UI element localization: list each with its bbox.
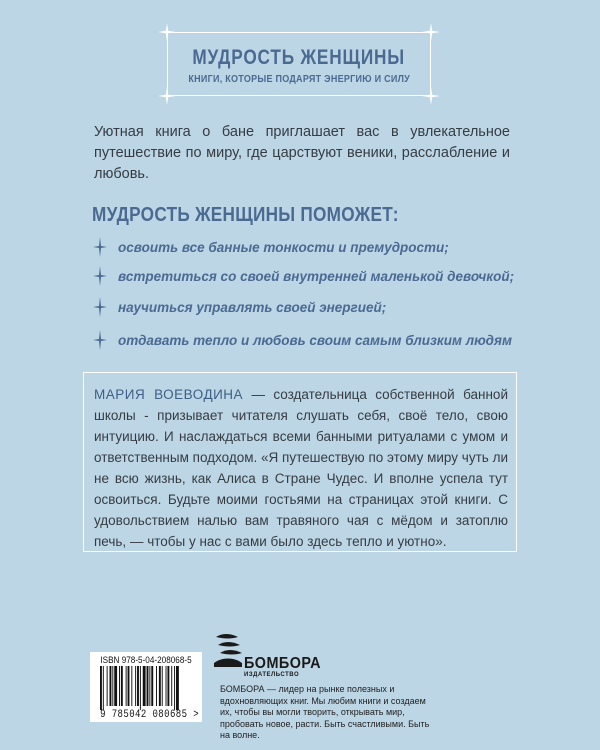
benefit-text: отдавать тепло и любовь своим самым близким людям <box>118 332 512 348</box>
isbn-label: ISBN 978-5-04-208068-5 <box>100 655 192 666</box>
barcode-bars <box>98 666 194 710</box>
sparkle-icon <box>158 87 176 105</box>
barcode-bar <box>121 666 123 706</box>
series-subtitle: КНИГИ, КОТОРЫЕ ПОДАРЯТ ЭНЕРГИЮ И СИЛУ <box>188 73 410 85</box>
barcode <box>90 652 202 722</box>
sparkle-icon <box>92 236 108 258</box>
series-title: МУДРОСТЬ ЖЕНЩИНЫ <box>192 45 406 69</box>
barcode-bar <box>159 666 161 706</box>
barcode-bar <box>162 666 163 706</box>
barcode-bar <box>100 666 102 710</box>
barcode-bar <box>171 666 172 706</box>
sparkle-icon <box>422 87 440 105</box>
benefit-item <box>92 236 449 258</box>
publisher-logo-icon <box>212 617 244 673</box>
barcode-bar <box>149 666 150 706</box>
barcode-bar <box>167 666 169 706</box>
barcode-bar <box>131 666 132 706</box>
barcode-bar <box>140 666 141 710</box>
barcode-bar <box>107 666 108 706</box>
sparkle-icon <box>92 296 108 318</box>
barcode-bar <box>114 666 117 706</box>
series-frame <box>167 32 431 96</box>
barcode-bar <box>166 666 167 706</box>
barcode-bar <box>135 666 136 706</box>
publisher-name: БОМБОРА <box>244 655 321 672</box>
author-bio <box>94 384 508 552</box>
benefits-heading: МУДРОСТЬ ЖЕНЩИНЫ ПОМОЖЕТ: <box>92 204 399 226</box>
barcode-bar <box>151 666 153 706</box>
publisher-description: БОМБОРА — лидер на рынке полезных и вдохновляющих книг. Мы любим книги и создаем их, чтобы вы могли творить, открывать мир, пробовать новое, расти. Быть счастливыми. Быть на волне. <box>220 684 430 740</box>
barcode-bar <box>103 666 104 710</box>
barcode-bar <box>126 666 127 706</box>
barcode-bar <box>119 666 120 706</box>
author-name: МАРИЯ ВОЕВОДИНА <box>94 387 244 402</box>
barcode-bar <box>156 666 157 706</box>
benefit-item <box>92 296 386 318</box>
sparkle-icon <box>422 23 440 41</box>
author-bio-text: — создательница собственной банной школы - призывает читателя слушать себя, своё тело, свою интуицию. И наслаждаться всеми банными ритуалами с умом и ответственным подходом. «Я путешествую по этому миру чуть ли не всю жизнь, как Алиса в Стране Чудес. И вполне успела тут освоиться. Будьте моими гостьями на страницах этой книги. С удовольствием налью вам травяного чая с мёдом и затоплю печь, — чтобы у нас с вами было здесь тепло и уютно». <box>94 387 508 549</box>
sparkle-icon <box>158 23 176 41</box>
barcode-bar <box>137 666 139 706</box>
benefit-text: научиться управлять своей энергией; <box>118 299 387 315</box>
intro-paragraph: Уютная книга о бане приглашает вас в увлекательное путешествие по миру, где царствуют веники, расслабление и любовь. <box>94 124 510 182</box>
barcode-bar <box>143 666 146 706</box>
benefit-text: встретиться со своей внутренней маленькой девочкой; <box>118 268 515 284</box>
publisher-subtitle: ИЗДАТЕЛЬСТВО <box>244 672 300 678</box>
benefit-text: освоить все банные тонкости и премудрости; <box>118 239 449 255</box>
barcode-bar <box>128 666 130 706</box>
barcode-bar <box>110 666 112 706</box>
sparkle-icon <box>92 265 108 287</box>
benefit-item <box>92 265 514 287</box>
benefit-item <box>92 329 512 351</box>
sparkle-icon <box>92 329 108 351</box>
barcode-digits: 9 785042 080685 > <box>100 709 200 721</box>
barcode-bar <box>147 666 149 706</box>
barcode-bar <box>176 666 179 710</box>
barcode-bar <box>112 666 113 706</box>
barcode-bar <box>174 666 175 710</box>
